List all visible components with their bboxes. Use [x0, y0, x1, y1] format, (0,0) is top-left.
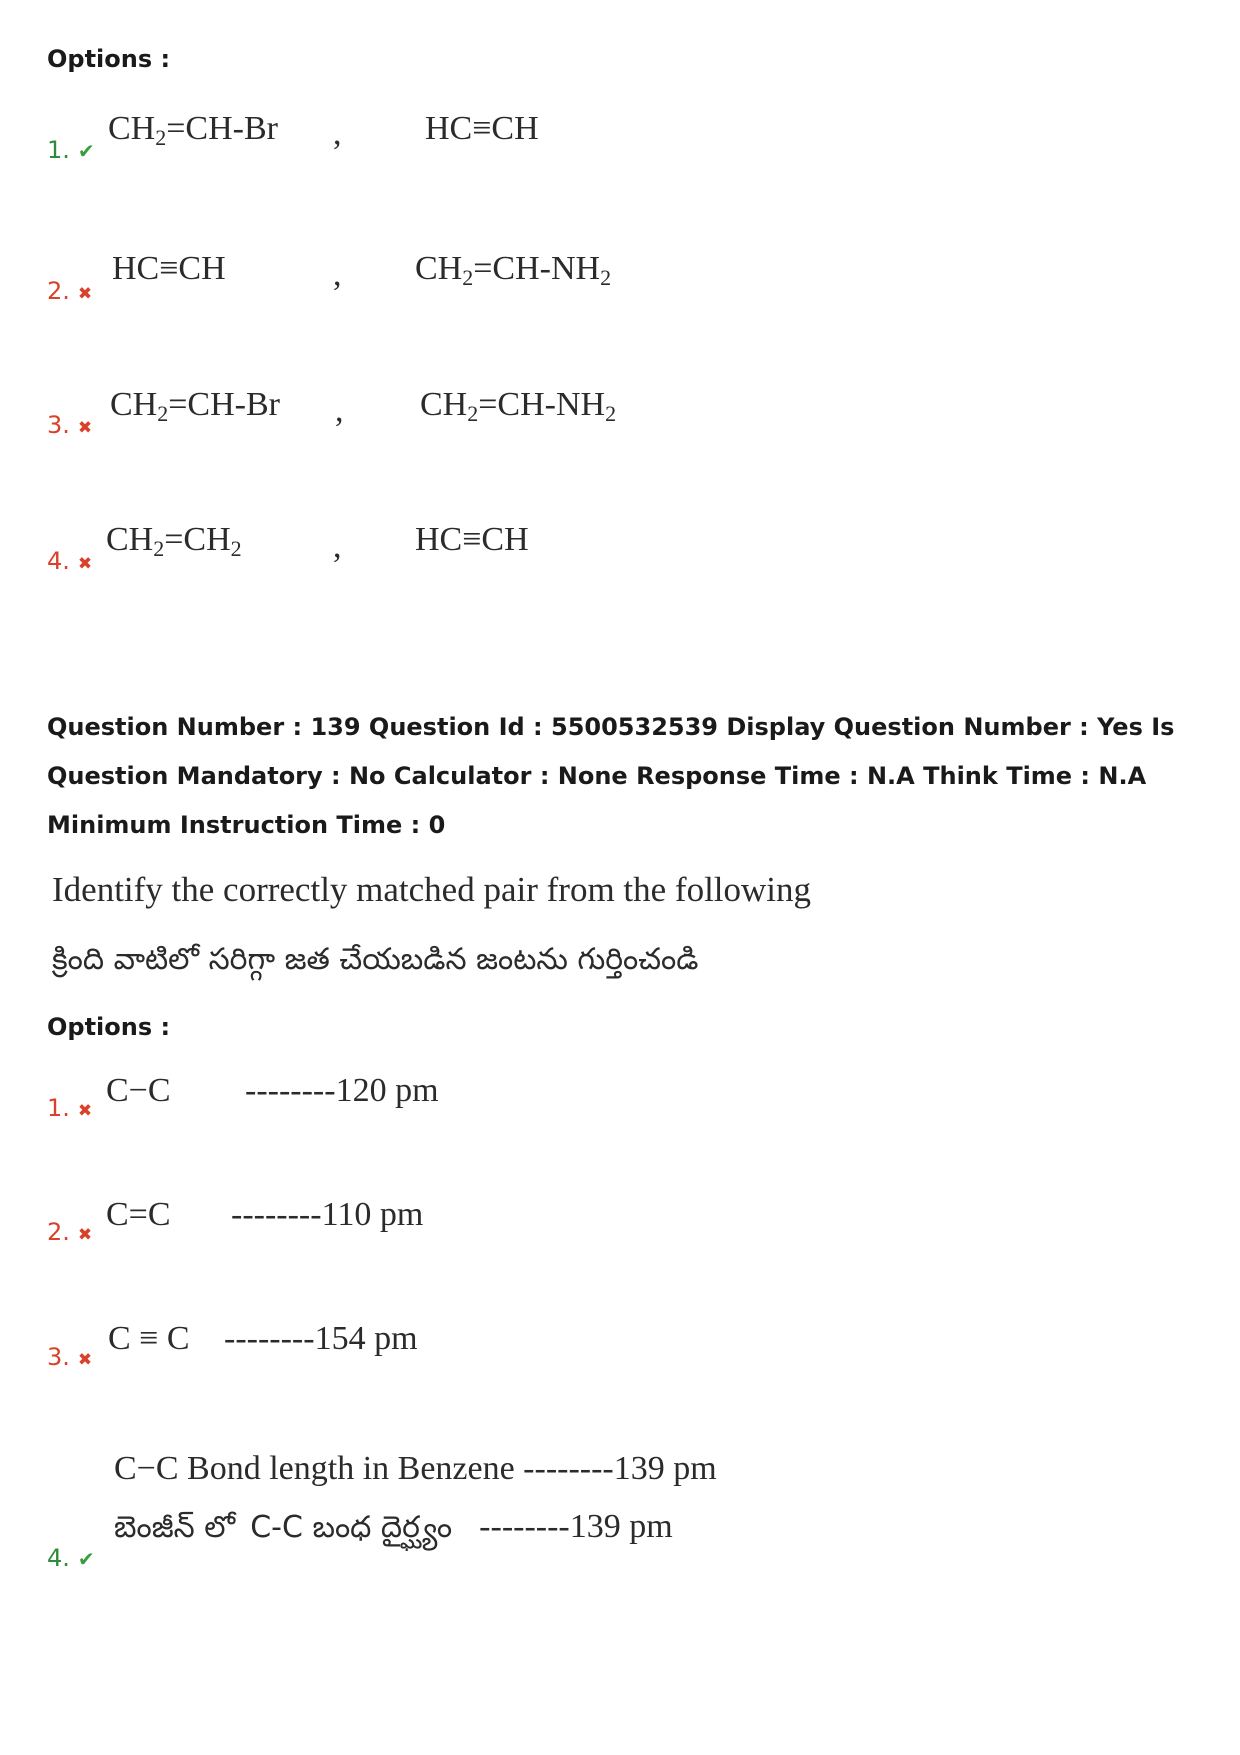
q-option-1-value: --------120 pm: [245, 1072, 439, 1109]
option-1-right-formula: HC≡CH: [425, 110, 539, 147]
cross-icon: ✖: [77, 554, 93, 574]
option-3-left-formula: $CH_2=CH-Br$: [110, 386, 280, 426]
check-icon: ✔: [77, 1547, 95, 1571]
q-option-4-line-telugu: బెంజీన్ లో C-C బంధ దైర్ఘ్యం --------139 pm: [114, 1508, 673, 1545]
option-1-comma: ,: [333, 115, 342, 152]
option-2-number: 2. ✖: [47, 277, 93, 305]
question-text-telugu: క్రింది వాటిలో సరిగ్గా జత చేయబడిన జంటను గుర్తించండి: [52, 942, 699, 977]
option-3-number: 3. ✖: [47, 411, 93, 439]
q-option-1-number: 1. ✖: [47, 1094, 93, 1122]
q-option-2-bond: C=C: [106, 1196, 171, 1233]
option-4-comma: ,: [333, 528, 342, 565]
cross-icon: ✖: [77, 1350, 93, 1370]
q-option-3-value: --------154 pm: [224, 1320, 418, 1357]
cross-icon: ✖: [77, 1225, 93, 1245]
q-option-3-number: 3. ✖: [47, 1343, 93, 1371]
cross-icon: ✖: [77, 418, 93, 438]
option-4-left-formula: $CH_2=CH_2$: [106, 521, 242, 561]
cross-icon: ✖: [77, 1101, 93, 1121]
question-meta: Question Number : 139 Question Id : 5500532539 Display Question Number : Yes Is Question Mandatory : No Calculator : None Response Time : N.A Think Time : N.A Minimum Instruction Time : 0: [47, 713, 1175, 839]
option-1-left-formula: $CH_2=CH-Br$: [108, 110, 278, 150]
q-option-3-bond: C ≡ C: [108, 1320, 190, 1357]
options-label: Options :: [47, 1013, 171, 1041]
q-option-4-line-english: C−C Bond length in Benzene --------139 pm: [114, 1450, 717, 1487]
check-icon: ✔: [77, 139, 95, 163]
q-option-1-bond: C−C: [106, 1072, 171, 1109]
option-3-comma: ,: [335, 392, 344, 429]
option-4-number: 4. ✖: [47, 547, 93, 575]
cross-icon: ✖: [77, 284, 93, 304]
option-2-left-formula: HC≡CH: [112, 250, 226, 287]
q-option-2-value: --------110 pm: [231, 1196, 424, 1233]
options-label: Options :: [47, 45, 171, 73]
question-text-english: Identify the correctly matched pair from the following: [52, 870, 812, 909]
option-2-right-formula: $CH_2=CH-NH_2$: [415, 250, 612, 290]
option-1-number: 1. ✔: [47, 136, 95, 164]
option-4-right-formula: HC≡CH: [415, 521, 529, 558]
option-3-right-formula: $CH_2=CH-NH_2$: [420, 386, 617, 426]
q-option-2-number: 2. ✖: [47, 1218, 93, 1246]
q-option-4-number: 4. ✔: [47, 1544, 95, 1572]
option-2-comma: ,: [333, 256, 342, 293]
